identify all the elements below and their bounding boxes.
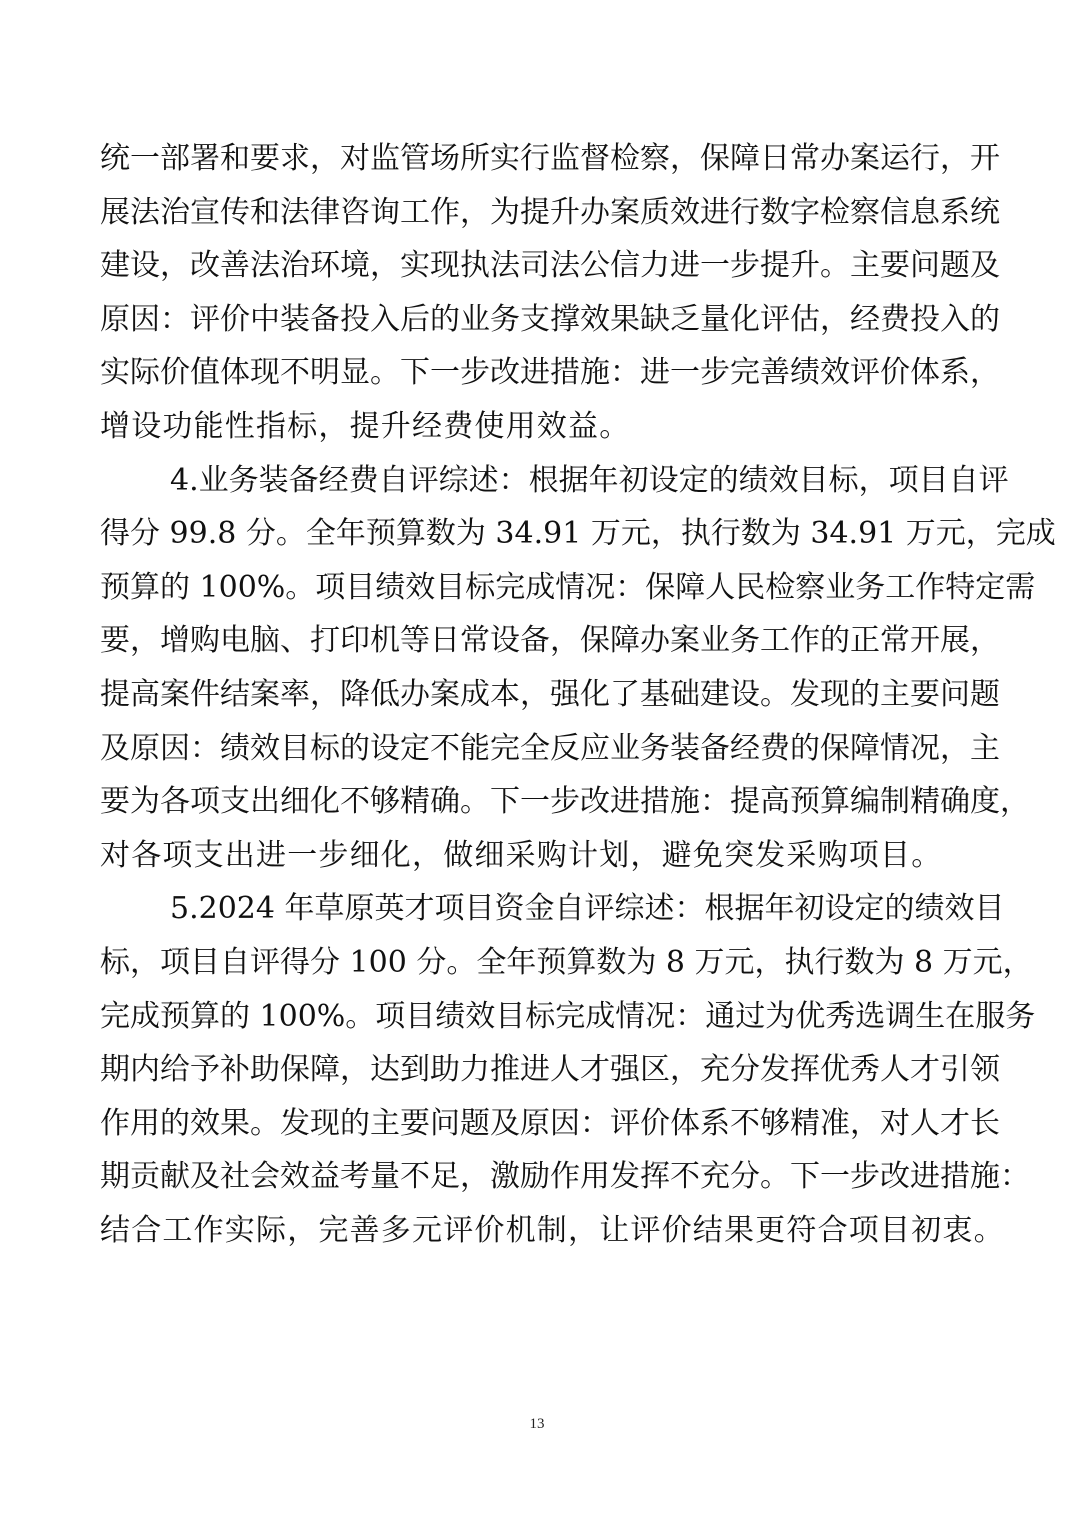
text-line: 及原因：绩效目标的设定不能完全反应业务装备经费的保障情况，主 xyxy=(100,730,1000,766)
paragraph-item-5 xyxy=(100,882,1036,1257)
text-line: 完成预算的 100%。项目绩效目标完成情况：通过为优秀选调生在服务 xyxy=(100,998,1036,1034)
text-line: 实际价值体现不明显。下一步改进措施：进一步完善绩效评价体系， xyxy=(100,355,1000,391)
text-line: 5.2024 年草原英才项目资金自评综述：根据年初设定的绩效目 xyxy=(170,891,1005,927)
text-line: 展法治宣传和法律咨询工作，为提升办案质效进行数字检察信息系统 xyxy=(100,194,1000,230)
text-line: 期贡献及社会效益考量不足，激励作用发挥不充分。下一步改进措施： xyxy=(100,1159,1030,1195)
text-line: 期内给予补助保障，达到助力推进人才强区，充分发挥优秀人才引领 xyxy=(100,1052,1000,1088)
text-line: 建设，改善法治环境，实现执法司法公信力进一步提升。主要问题及 xyxy=(100,248,1000,284)
document-body xyxy=(100,132,1056,1257)
text-line: 提高案件结案率，降低办案成本，强化了基础建设。发现的主要问题 xyxy=(100,676,1000,712)
text-line: 作用的效果。发现的主要问题及原因：评价体系不够精准，对人才长 xyxy=(100,1105,1000,1141)
text-line: 4.业务装备经费自评综述：根据年初设定的绩效目标，项目自评 xyxy=(170,462,1009,498)
paragraph-item-4 xyxy=(100,454,1056,883)
text-line: 要，增购电脑、打印机等日常设备，保障办案业务工作的正常开展， xyxy=(100,623,1000,659)
text-line: 对各项支出进一步细化，做细采购计划，避免突发采购项目。 xyxy=(100,837,943,873)
page-number: 13 xyxy=(529,1416,545,1432)
text-line: 结合工作实际，完善多元评价机制，让评价结果更符合项目初衷。 xyxy=(100,1212,1005,1248)
text-line: 要为各项支出细化不够精确。下一步改进措施：提高预算编制精确度， xyxy=(100,784,1030,820)
text-line: 统一部署和要求，对监管场所实行监督检察，保障日常办案运行，开 xyxy=(100,141,1000,176)
text-line: 原因：评价中装备投入后的业务支撑效果缺乏量化评估，经费投入的 xyxy=(100,301,1000,337)
paragraph-continued xyxy=(100,132,1000,454)
text-line: 得分 99.8 分。全年预算数为 34.91 万元，执行数为 34.91 万元，完成 xyxy=(100,516,1056,552)
text-line: 标，项目自评得分 100 分。全年预算数为 8 万元，执行数为 8 万元， xyxy=(100,944,1033,980)
text-line: 预算的 100%。项目绩效目标完成情况：保障人民检察业务工作特定需 xyxy=(100,569,1036,605)
text-line: 增设功能性指标，提升经费使用效益。 xyxy=(100,408,631,444)
